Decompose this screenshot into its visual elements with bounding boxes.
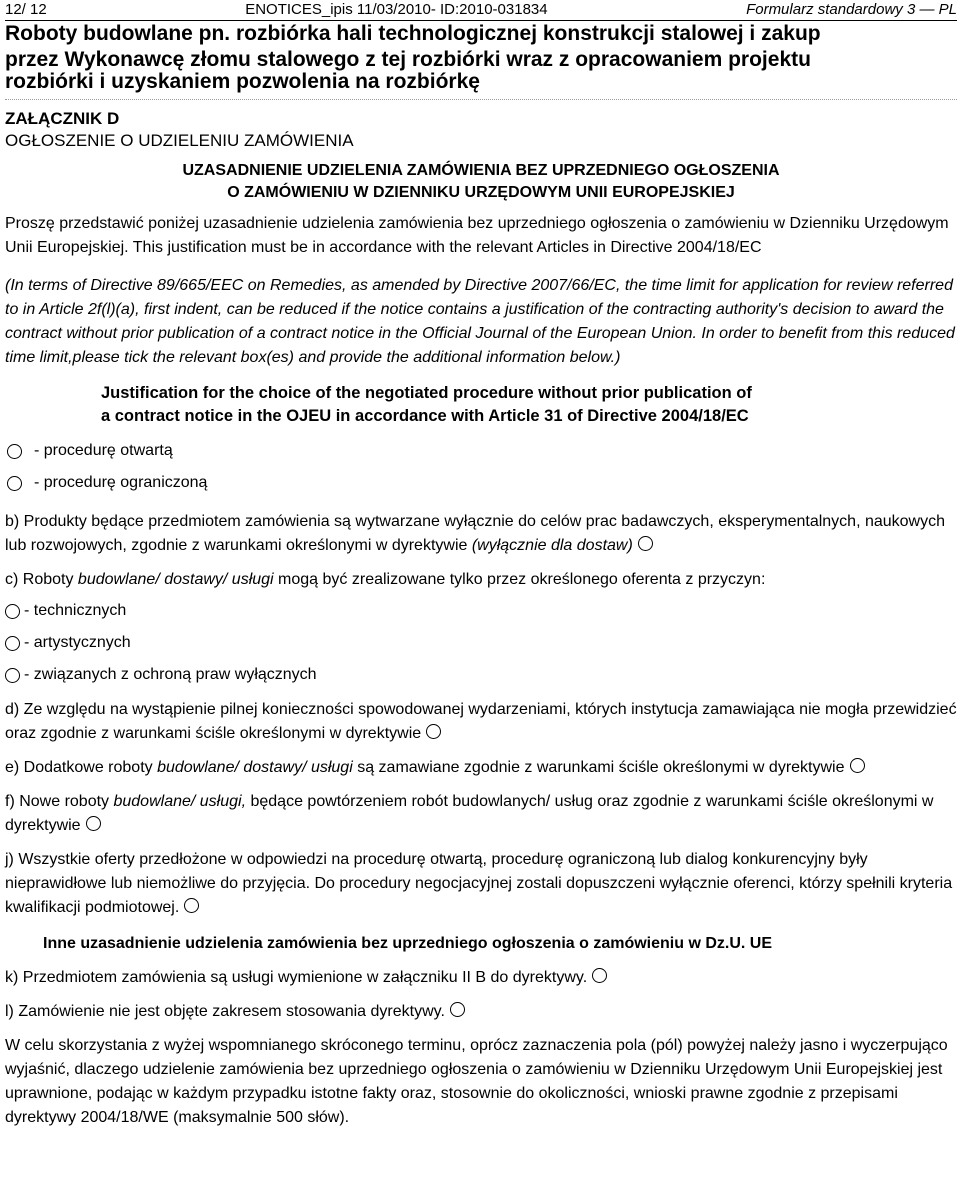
radio-circle-icon[interactable] xyxy=(592,968,607,983)
item-e-italic: budowlane/ dostawy/ usługi xyxy=(157,759,353,776)
option-technical[interactable] xyxy=(5,598,957,624)
annex-subtitle: OGŁOSZENIE O UDZIELENIU ZAMÓWIENIA xyxy=(5,131,354,150)
item-b-italic: (wyłącznie dla dostaw) xyxy=(471,537,633,554)
radio-circle-icon[interactable] xyxy=(86,816,101,831)
closing-paragraph: W celu skorzystania z wyżej wspomnianego skróconego terminu, oprócz zaznaczenia pola (pól) powyżej należy jasno i wyczerpująco wyjaśnić, dlaczego udzielenie zamówienia bez uprzedniego ogłoszenia o zamówieniu w Dzienniku Urzędowym Unii Europejskiej jest uprawnione, podając w każdym przypadku istotne fakty oraz, stosownie do okoliczności, wnioski prawne zgodnie z przepisami dyrektywy 2004/18/WE (maksymalnie 500 słów). xyxy=(5,1037,948,1126)
item-c-prefix: c) Roboty xyxy=(5,571,78,588)
title-line-1: Roboty budowlane pn. rozbiórka hali technologicznej konstrukcji stalowej i zakup xyxy=(5,22,821,45)
justification-heading-line-2: a contract notice in the OJEU in accordance with Article 31 of Directive 2004/18/EC xyxy=(101,407,749,425)
option-exclusive-rights[interactable] xyxy=(5,662,957,688)
annex-label: ZAŁĄCZNIK D xyxy=(5,109,120,128)
option-restricted-procedure[interactable] xyxy=(5,470,957,496)
item-f xyxy=(5,790,957,838)
option-artistic-label: - artystycznych xyxy=(24,634,131,651)
page-number: 12/ 12 xyxy=(5,1,47,18)
page-header xyxy=(5,0,957,21)
item-c-suffix: mogą być zrealizowane tylko przez określonego oferenta z przyczyn: xyxy=(273,571,766,588)
item-f-prefix: f) Nowe roboty xyxy=(5,793,114,810)
justification-heading-line-1: Justification for the choice of the negotiated procedure without prior publication of xyxy=(101,384,752,402)
radio-circle-icon[interactable] xyxy=(850,758,865,773)
item-b-text: b) Produkty będące przedmiotem zamówienia są wytwarzane wyłącznie do celów prac badawczych, eksperymentalnych, naukowych lub rozwojowych, zgodnie z warunkami określonymi w dyrektywie xyxy=(5,513,945,554)
item-c xyxy=(5,568,957,592)
item-f-italic: budowlane/ usługi, xyxy=(113,793,247,810)
radio-circle-icon[interactable] xyxy=(7,476,22,491)
document-page xyxy=(5,0,957,1130)
annex-block xyxy=(5,108,957,152)
item-c-italic: budowlane/ dostawy/ usługi xyxy=(77,571,274,588)
radio-circle-icon[interactable] xyxy=(638,536,653,551)
option-open-procedure[interactable] xyxy=(5,438,957,464)
section-heading xyxy=(5,160,957,204)
item-e-suffix: są zamawiane zgodnie z warunkami ściśle określonymi w dyrektywie xyxy=(352,759,845,776)
radio-circle-icon[interactable] xyxy=(450,1002,465,1017)
form-name: Formularz standardowy 3 — PL xyxy=(746,1,957,18)
item-k-text: k) Przedmiotem zamówienia są usługi wymienione w załączniku II B do dyrektywy. xyxy=(5,969,588,986)
option-restricted-label: - procedurę ograniczoną xyxy=(34,474,208,491)
item-f-suffix: będące powtórzeniem robót budowlanych/ usług oraz zgodnie z warunkami ściśle określonymi w dyrektywie xyxy=(5,793,934,834)
option-open-label: - procedurę otwartą xyxy=(34,442,173,459)
notice-reference: ENOTICES_ipis 11/03/2010- ID:2010-031834 xyxy=(245,1,548,18)
item-e xyxy=(5,756,957,780)
intro-polish: Proszę przedstawić poniżej uzasadnienie udzielenia zamówienia bez uprzedniego ogłoszenia o zamówieniu w Dzienniku Urzędowym Unii Europejskiej. xyxy=(5,215,949,256)
item-d-text: d) Ze względu na wystąpienie pilnej konieczności spowodowanej wydarzeniami, których instytucja zamawiająca nie mogła przewidzieć oraz zgodnie z warunkami ściśle określonymi w dyrektywie xyxy=(5,701,957,742)
item-l-text: l) Zamówienie nie jest objęte zakresem stosowania dyrektywy. xyxy=(5,1003,445,1020)
item-l xyxy=(5,1000,957,1024)
other-justification-heading: Inne uzasadnienie udzielenia zamówienia bez uprzedniego ogłoszenia o zamówieniu w Dz.U. UE xyxy=(43,935,773,952)
item-j xyxy=(5,848,957,920)
item-d xyxy=(5,698,957,746)
justification-heading xyxy=(101,382,957,428)
item-e-prefix: e) Dodatkowe roboty xyxy=(5,759,158,776)
section-heading-line-1: UZASADNIENIE UDZIELENIA ZAMÓWIENIA BEZ UPRZEDNIEGO OGŁOSZENIA xyxy=(182,162,780,179)
item-b xyxy=(5,510,957,558)
intro-english: This justification must be in accordance with the relevant Articles in Directive 2004/18/EC xyxy=(128,239,762,256)
radio-circle-icon[interactable] xyxy=(426,724,441,739)
option-exclusive-rights-label: - związanych z ochroną praw wyłącznych xyxy=(24,666,317,683)
intro-paragraph xyxy=(5,212,957,260)
title-line-3: rozbiórki i uzyskaniem pozwolenia na rozbiórkę xyxy=(5,70,480,93)
title-line-2: przez Wykonawcę złomu stalowego z tej rozbiórki wraz z opracowaniem projektu xyxy=(5,48,811,71)
radio-circle-icon[interactable] xyxy=(184,898,199,913)
item-j-text: j) Wszystkie oferty przedłożone w odpowiedzi na procedurę otwartą, procedurę ograniczoną lub dialog konkurencyjny były nieprawidłowe lub niemożliwe do przyjęcia. Do procedury negocjacyjnej zostali dopuszczeni wyłącznie oferenci, którzy spełnili kryteria kwalifikacji podmiotowej. xyxy=(5,851,953,916)
contract-title xyxy=(5,21,957,99)
radio-circle-icon[interactable] xyxy=(5,636,20,651)
section-heading-line-2: O ZAMÓWIENIU W DZIENNIKU URZĘDOWYM UNII EUROPEJSKIEJ xyxy=(227,184,735,201)
radio-circle-icon[interactable] xyxy=(5,668,20,683)
title-separator xyxy=(5,99,957,100)
option-artistic[interactable] xyxy=(5,630,957,656)
remedies-note: (In terms of Directive 89/665/EEC on Remedies, as amended by Directive 2007/66/EC, the time limit for application for review referred to in Article 2f(l)(a), first indent, can be reduced if the notice contains a justification of the contracting authority's decision to award the contract without prior publication of a contract notice in the Official Journal of the European Union. In order to benefit from this reduced time limit,please tick the relevant box(es) and provide the additional information below.) xyxy=(5,277,955,366)
radio-circle-icon[interactable] xyxy=(7,444,22,459)
option-technical-label: - technicznych xyxy=(24,602,127,619)
radio-circle-icon[interactable] xyxy=(5,604,20,619)
item-k xyxy=(5,966,957,990)
